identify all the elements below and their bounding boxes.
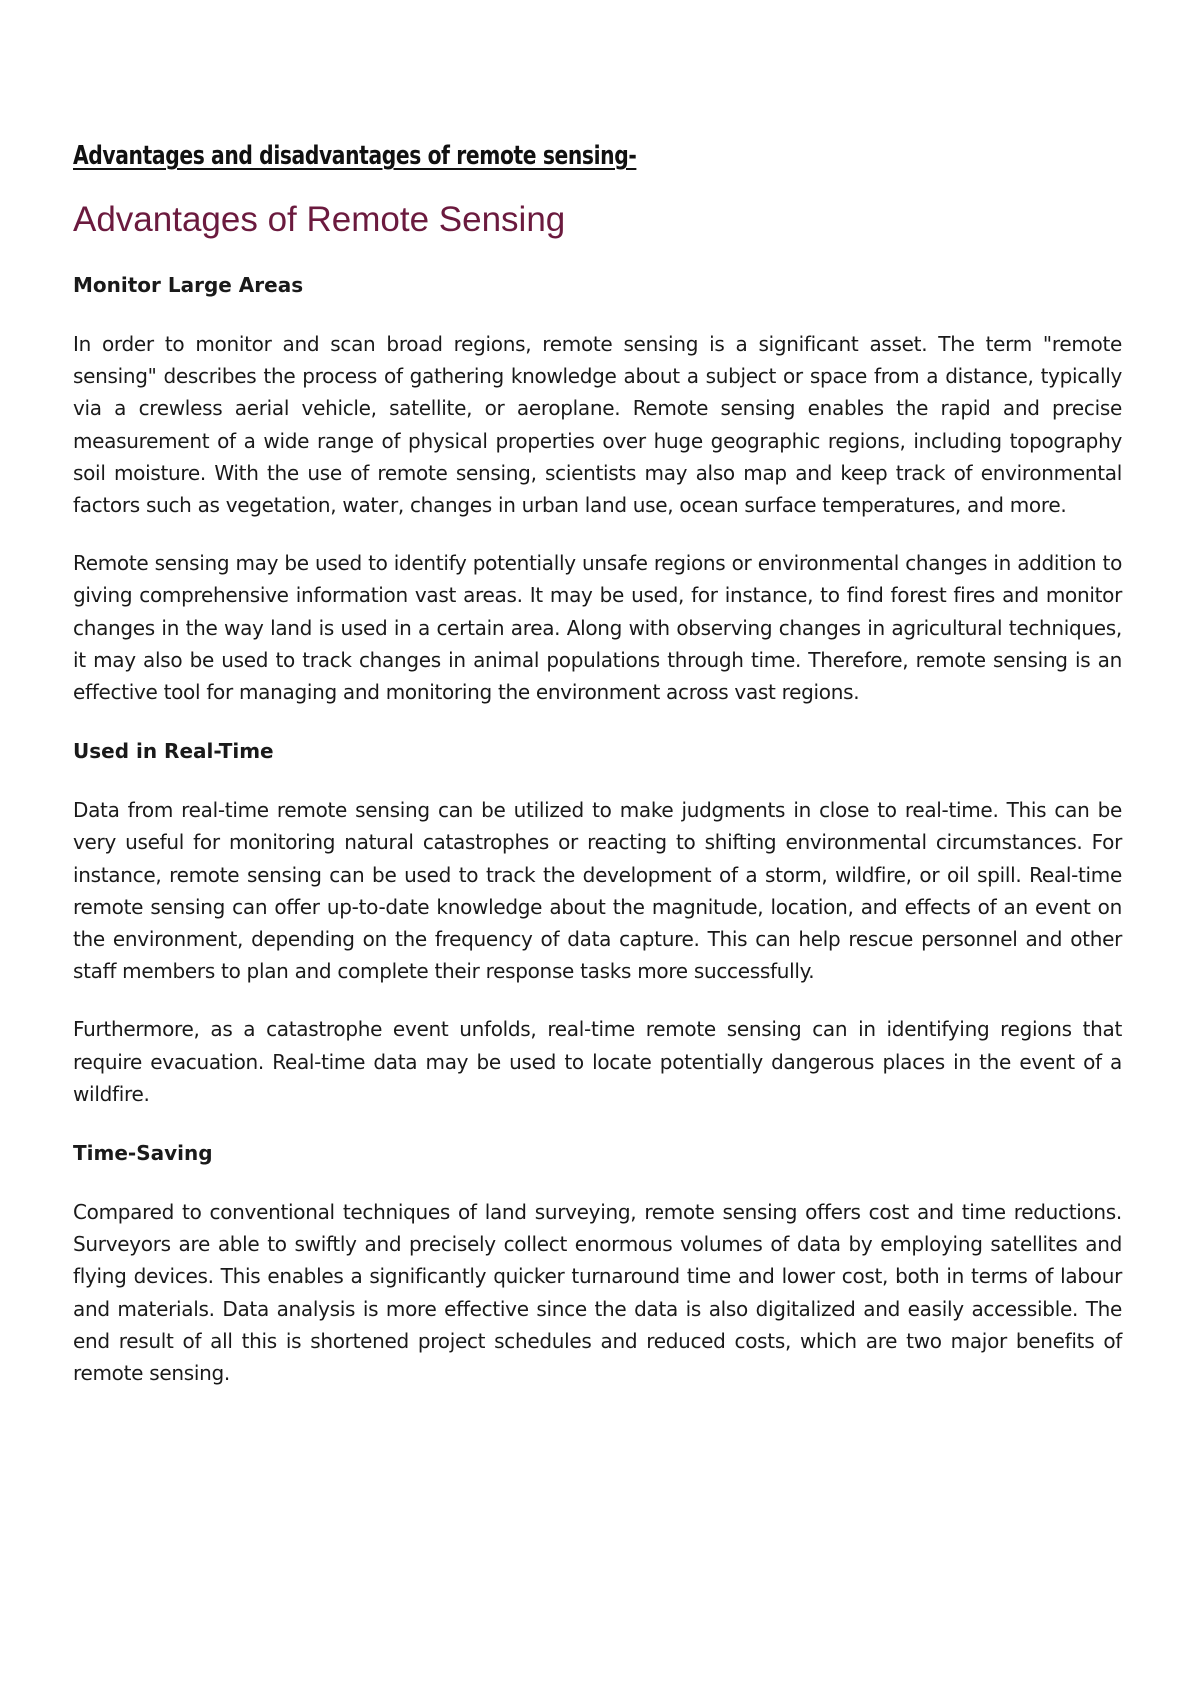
paragraph-time-saving-1: Compared to conventional techniques of land surveying, remote sensing offers cost and time reductions. Surveyors are able to swiftly and precisely collect enormous volumes of data by employing satellites and flying devices. This enables a significantly quicker turnaround time and lower cost, both in terms of labour and materials. Data analysis is more effective since the data is also digitalized and easily accessible. The end result of all this is shortened project schedules and reduced costs, which are two major benefits of remote sensing. [73,1200,1122,1386]
paragraph-realtime-2: Furthermore, as a catastrophe event unfolds, real-time remote sensing can in identifying regions that require evacuation. Real-time data may be used to locate potentially dangerous places in the event of a wildfire. [73,1017,1122,1106]
paragraph-monitor-1: In order to monitor and scan broad regions, remote sensing is a significant asset. The term "remote sensing" describes the process of gathering knowledge about a subject or space from a distance, typically via a crewless aerial vehicle, satellite, or aeroplane. Remote sensing enables the rapid and precise measurement of a wide range of physical properties over huge geographic regions, including topography soil moisture. With the use of remote sensing, scientists may also map and keep track of environmental factors such as vegetation, water, changes in urban land use, ocean surface temperatures, and more. [73,332,1122,518]
section-heading-advantages: Advantages of Remote Sensing [73,200,566,239]
paragraph-monitor-2: Remote sensing may be used to identify potentially unsafe regions or environmental changes in addition to giving comprehensive information vast areas. It may be used, for instance, to find forest fires and monitor changes in the way land is used in a certain area. Along with observing changes in agricultural techniques, it may also be used to track changes in animal populations through time. Therefore, remote sensing is an effective tool for managing and monitoring the environment across vast regions. [73,551,1122,705]
document-title: Advantages and disadvantages of remote sensing- [73,141,637,171]
paragraph-realtime-1: Data from real-time remote sensing can be utilized to make judgments in close to real-time. This can be very useful for monitoring natural catastrophes or reacting to shifting environmental circumstances. For instance, remote sensing can be used to track the development of a storm, wildfire, or oil spill. Real-time remote sensing can offer up-to-date knowledge about the magnitude, location, and effects of an event on the environment, depending on the frequency of data capture. This can help rescue personnel and other staff members to plan and complete their response tasks more successfully. [73,798,1122,984]
subheading-used-in-real-time: Used in Real-Time [73,739,274,764]
subheading-monitor-large-areas: Monitor Large Areas [73,273,304,297]
subheading-time-saving: Time-Saving [73,1141,213,1166]
